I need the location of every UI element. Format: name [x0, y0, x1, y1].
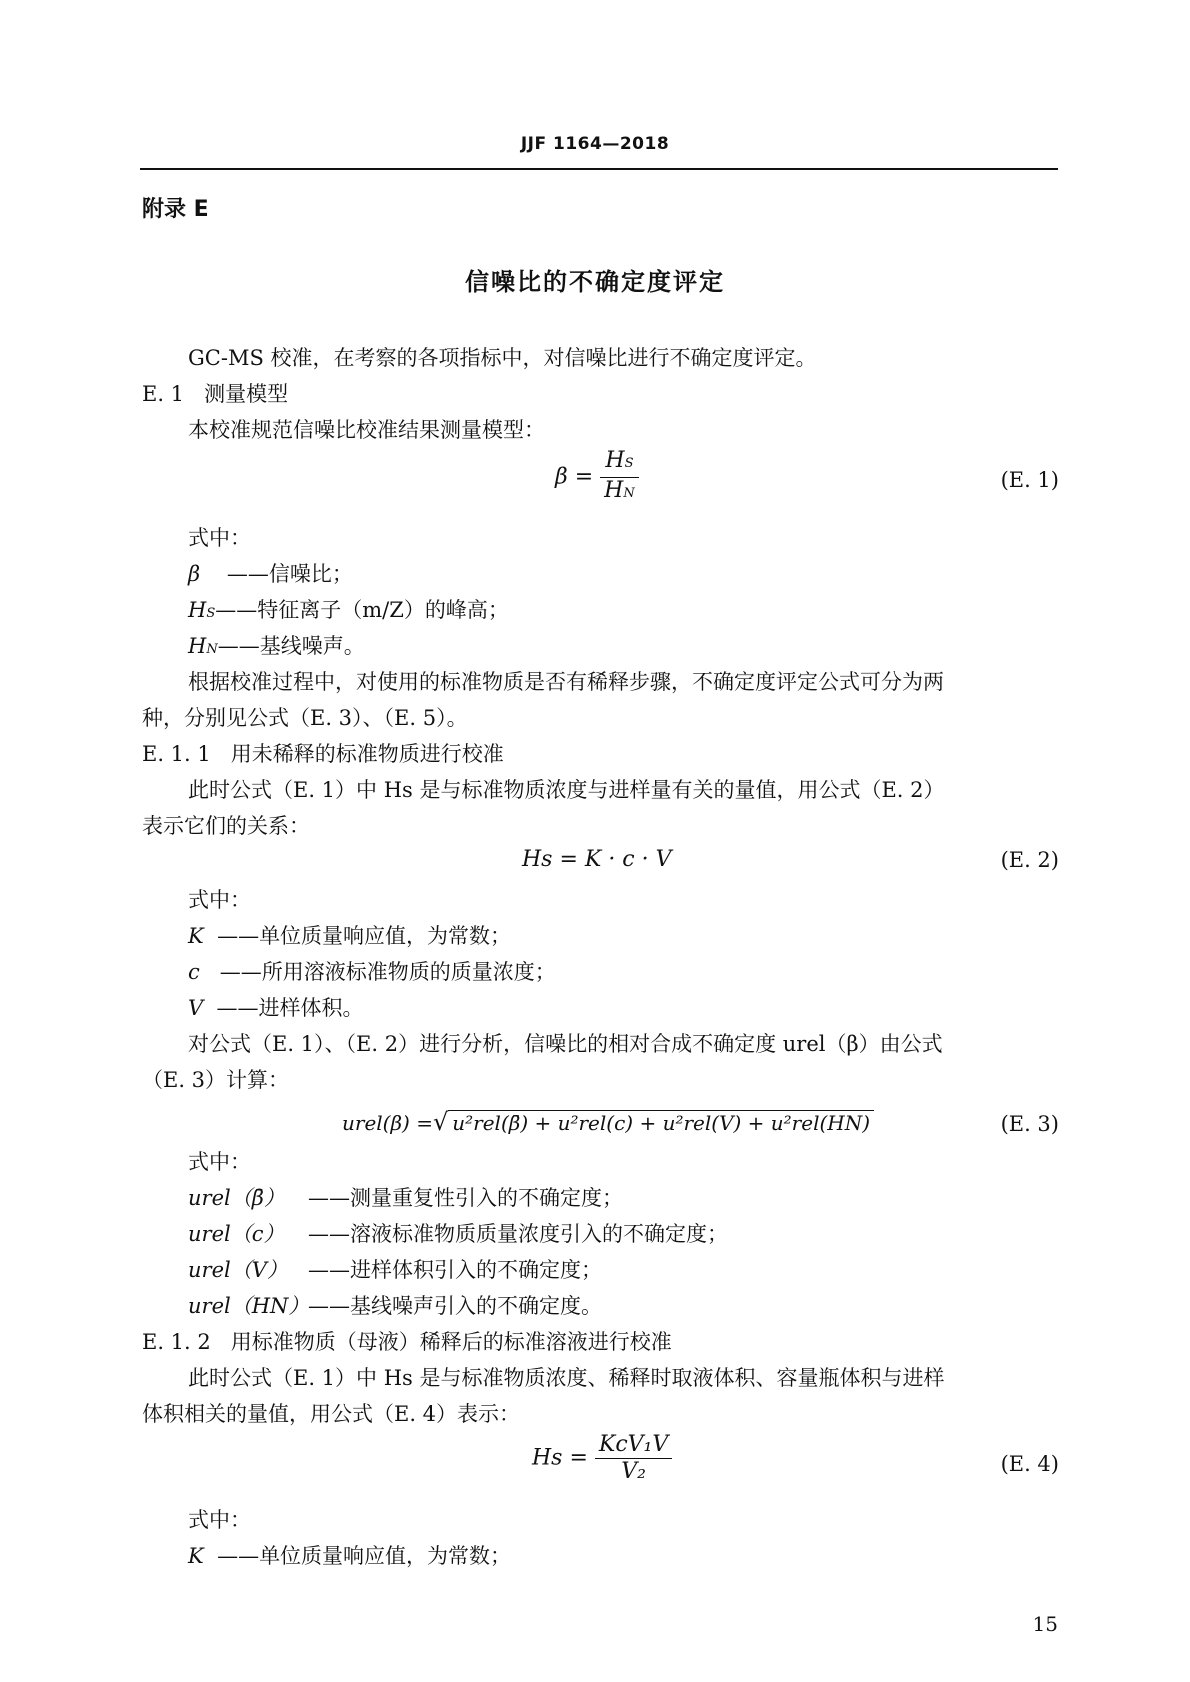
symbol: c [188, 960, 200, 984]
definition: ——特征离子（m/Z）的峰高； [215, 598, 509, 622]
fraction-numerator: KcV₁V [595, 1432, 672, 1459]
equation-lhs: urel(β) = [342, 1111, 433, 1135]
equation-number-e4: (E. 4) [1000, 1452, 1059, 1476]
page-title: 信噪比的不确定度评定 [465, 268, 725, 296]
section-title: 用标准物质（母液）稀释后的标准溶液进行校准 [230, 1330, 672, 1354]
where-item [188, 1292, 602, 1320]
where-item [188, 632, 365, 664]
header-rule [140, 168, 1058, 170]
symbol: HS [188, 598, 216, 622]
where-label: 式中： [188, 1508, 251, 1532]
where-item [188, 922, 511, 950]
section-e1-heading [142, 380, 288, 408]
where-item [188, 958, 556, 986]
where-item [188, 596, 509, 628]
symbol: K [188, 1544, 204, 1568]
intro-paragraph: GC-MS 校准，在考察的各项指标中，对信噪比进行不确定度评定。 [188, 346, 817, 370]
where-label: 式中： [188, 1150, 251, 1174]
where-item [188, 1542, 511, 1570]
where-item [188, 1256, 602, 1284]
paragraph-line: 对公式（E. 1）、（E. 2）进行分析，信噪比的相对合成不确定度 urel（β）由公式 [188, 1032, 943, 1056]
definition: ——进样体积引入的不确定度； [308, 1258, 602, 1282]
equation-number-e1: (E. 1) [1000, 468, 1059, 492]
section-title: 用未稀释的标准物质进行校准 [230, 742, 504, 766]
definition: ——单位质量响应值，为常数； [217, 1544, 512, 1568]
equation-lhs: Hs = [532, 1445, 588, 1471]
equation-e1 [555, 448, 639, 507]
model-sentence: 本校准规范信噪比校准结果测量模型： [188, 418, 545, 442]
where-item [188, 1184, 623, 1212]
section-e11-heading [142, 740, 504, 768]
fraction-numerator: HS [600, 448, 639, 478]
fraction [600, 448, 639, 507]
paragraph-line: 体积相关的量值，用公式（E. 4）表示： [142, 1402, 521, 1426]
paragraph-line: （E. 3）计算： [142, 1068, 290, 1092]
definition: ——测量重复性引入的不确定度； [308, 1186, 623, 1210]
section-e12-heading [142, 1328, 672, 1356]
definition: ——所用溶液标准物质的质量浓度； [219, 960, 556, 984]
section-number: E. 1. 1 [142, 742, 211, 766]
fraction-denominator: HN [604, 478, 635, 503]
fraction [595, 1432, 672, 1485]
symbol: urel（β̄） [188, 1186, 285, 1210]
symbol: urel（c） [188, 1222, 285, 1246]
definition: ——进样体积。 [216, 996, 364, 1020]
equation-e2: Hs = K · c · V [522, 847, 672, 872]
equation-e3 [342, 1108, 874, 1137]
where-item [188, 994, 364, 1022]
section-number: E. 1 [142, 382, 185, 406]
definition: ——基线噪声。 [217, 634, 365, 658]
symbol: urel（V） [188, 1258, 288, 1282]
where-label: 式中： [188, 526, 251, 550]
definition: ——单位质量响应值，为常数； [217, 924, 512, 948]
symbol: urel（HN） [188, 1294, 310, 1318]
symbol: V [188, 996, 204, 1020]
definition: ——溶液标准物质质量浓度引入的不确定度； [308, 1222, 728, 1246]
equation-lhs: β = [555, 464, 594, 490]
where-item [188, 1220, 728, 1248]
equation-e4 [532, 1432, 672, 1485]
paragraph-line: 种，分别见公式（E. 3）、（E. 5）。 [142, 706, 468, 730]
section-number: E. 1. 2 [142, 1330, 211, 1354]
page-number: 15 [1032, 1612, 1058, 1636]
equation-number-e3: (E. 3) [1000, 1112, 1059, 1136]
standard-code-header: JJF 1164—2018 [520, 134, 670, 154]
symbol: HN [188, 634, 218, 658]
symbol: β [188, 562, 201, 586]
paragraph-line: 此时公式（E. 1）中 Hs 是与标准物质浓度、稀释时取液体积、容量瓶体积与进样 [188, 1366, 945, 1390]
fraction-denominator: V₂ [621, 1459, 646, 1484]
definition: ——信噪比； [226, 562, 353, 586]
where-item [188, 560, 353, 588]
paragraph-line: 此时公式（E. 1）中 Hs 是与标准物质浓度与进样量有关的量值，用公式（E. 2） [188, 778, 945, 802]
section-title: 测量模型 [204, 382, 289, 406]
appendix-label: 附录 E [142, 197, 209, 222]
sqrt-sign: √ [432, 1108, 449, 1136]
definition: ——基线噪声引入的不确定度。 [308, 1294, 602, 1318]
where-label: 式中： [188, 888, 251, 912]
equation-number-e2: (E. 2) [1000, 848, 1059, 872]
symbol: K [188, 924, 204, 948]
sqrt-body: u²rel(β̄) + u²rel(c) + u²rel(V) + u²rel(HN) [448, 1110, 874, 1135]
paragraph-line: 根据校准过程中，对使用的标准物质是否有稀释步骤，不确定度评定公式可分为两 [188, 670, 944, 694]
paragraph-line: 表示它们的关系： [142, 814, 310, 838]
